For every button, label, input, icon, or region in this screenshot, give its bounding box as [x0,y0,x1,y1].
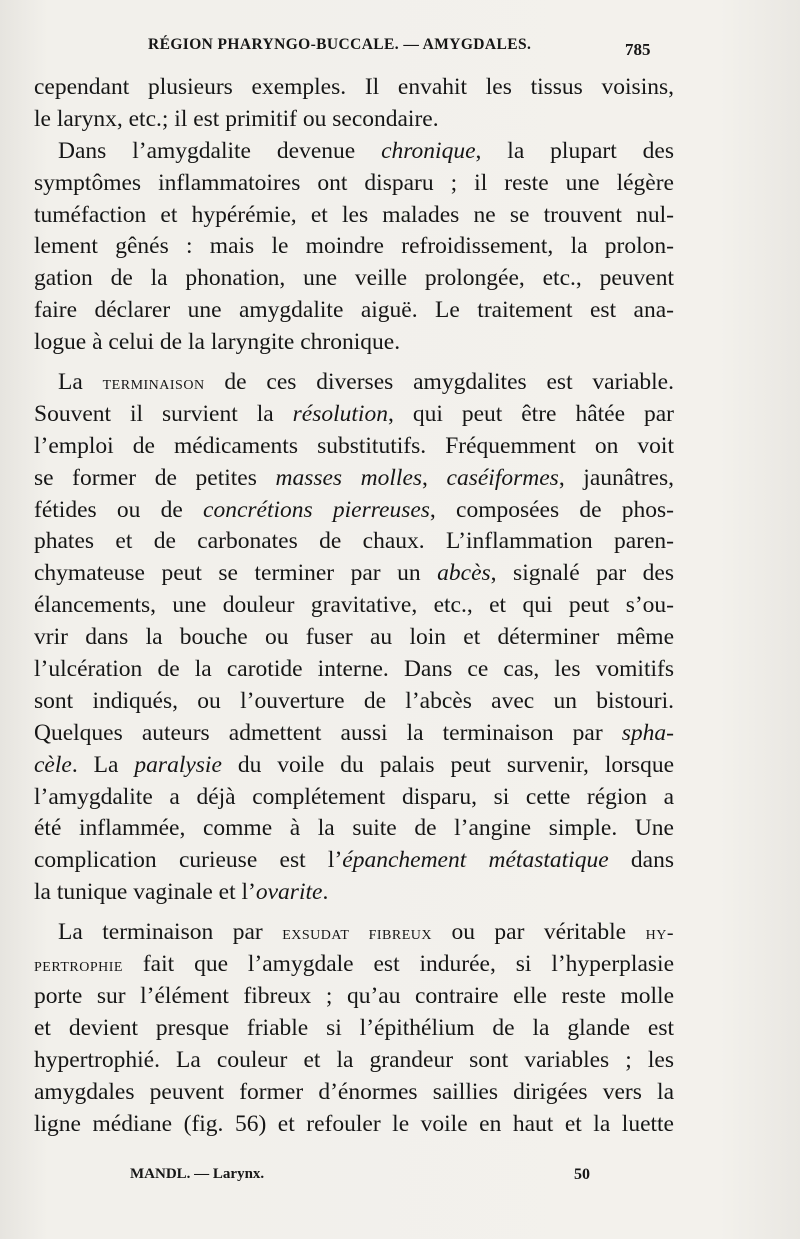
text-line: se former de petites masses molles, caséiformes, jaunâtres, [34,464,674,491]
text-line: et devient presque friable si l’épithélium de la glande est [34,1014,674,1041]
text-line: porte sur l’élément fibreux ; qu’au contraire elle reste molle [34,982,674,1009]
page-number: 785 [625,40,651,59]
text-line: phates et de carbonates de chaux. L’inflammation paren- [34,528,674,555]
text-line: été inflammée, comme à la suite de l’angine simple. Une [34,815,674,842]
text-line: faire déclarer une amygdalite aiguë. Le traitement est ana- [34,297,674,324]
text-line: l’ulcération de la carotide interne. Dans ce cas, les vomitifs [34,656,674,683]
text-line: La terminaison par exsudat fibreux ou par véritable hy- [58,919,674,946]
text-line: complication curieuse est l’épanchement métastatique dans [34,847,674,874]
text-line: ligne médiane (fig. 56) et refouler le voile en haut et la luette [34,1110,674,1137]
text-line: logue à celui de la laryngite chronique. [34,329,401,356]
italic-term: spha- [621,719,674,746]
text-line: lement gênés : mais le moindre refroidissement, la prolon- [34,233,674,260]
running-head [0,36,800,62]
text-line: vrir dans la bouche ou fuser au loin et déterminer même [34,624,674,651]
text-line: le larynx, etc.; il est primitif ou secondaire. [34,105,439,132]
running-head-title: RÉGION PHARYNGO-BUCCALE. — AMYGDALES. [148,36,532,53]
sheet-number: 50 [574,1166,590,1183]
text-line: gation de la phonation, une veille prolongée, etc., peuvent [34,265,674,292]
italic-term: résolution [292,400,388,427]
small-caps-term: hy- [645,922,674,945]
text-line: Dans l’amygdalite devenue chronique, la plupart des [58,137,674,164]
small-caps-term: exsudat fibreux [282,922,432,945]
italic-term: concrétions pierreuses [203,496,430,523]
italic-term: épanchement métastatique [342,847,609,874]
page-footer [0,1166,800,1190]
text-line: chymateuse peut se terminer par un abcès, signalé par des [34,560,674,587]
text-line: la tunique vaginale et l’ovarite. [34,879,329,906]
text-line: l’emploi de médicaments substitutifs. Fréquemment on voit [34,432,674,459]
text-line: hypertrophié. La couleur et la grandeur sont variables ; les [34,1046,674,1073]
italic-term: chronique [381,137,476,164]
text-line: cèle. La paralysie du voile du palais peut survenir, lorsque [34,751,674,778]
signature-mark: MANDL. — Larynx. [130,1166,265,1182]
text-line: Souvent il survient la résolution, qui peut être hâtée par [34,400,674,427]
text-line: symptômes inflammatoires ont disparu ; il reste une légère [34,169,674,196]
text-line: pertrophie fait que l’amygdale est indurée, si l’hyperplasie [34,951,674,978]
text-line: élancements, une douleur gravitative, etc., et qui peut s’ou- [34,592,674,619]
text-line: sont indiqués, ou l’ouverture de l’abcès avec un bistouri. [34,687,674,714]
text-line: La terminaison de ces diverses amygdalites est variable. [58,369,674,396]
small-caps-term: pertrophie [34,954,123,977]
small-caps-term: terminaison [102,372,205,395]
text-line: amygdales peuvent former d’énormes saillies dirigées vers la [34,1078,674,1105]
text-line: cependant plusieurs exemples. Il envahit les tissus voisins, [34,74,674,100]
body-text [34,72,674,1140]
italic-term: caséiformes [446,464,559,491]
text-line: tuméfaction et hypérémie, et les malades ne se trouvent nul- [34,201,674,228]
italic-term: abcès [437,560,491,587]
italic-term: ovarite [255,879,323,906]
italic-term: cèle [34,751,72,778]
italic-term: masses molles [275,464,423,491]
text-line: Quelques auteurs admettent aussi la terminaison par spha- [34,719,674,746]
text-line: fétides ou de concrétions pierreuses, composées de phos- [34,496,674,523]
italic-term: paralysie [134,751,222,778]
text-line: l’amygdalite a déjà complétement disparu, si cette région a [34,783,674,810]
